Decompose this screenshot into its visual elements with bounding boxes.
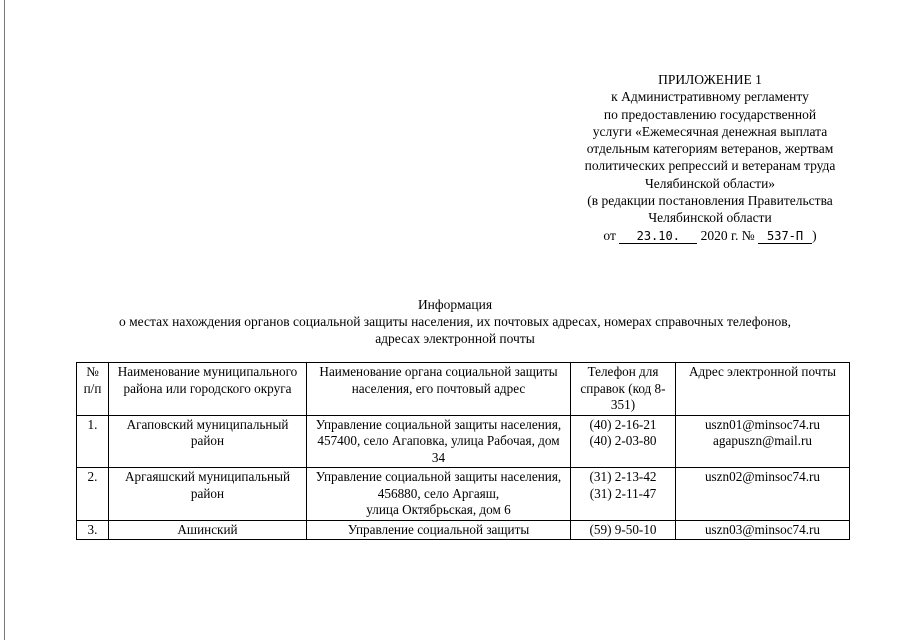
header-num-line: п/п — [83, 380, 102, 396]
from-label: от — [603, 227, 616, 243]
appendix-line: политических репрессий и ветеранам труда — [584, 158, 836, 174]
table-header-row — [77, 363, 850, 416]
phone-number: (40) 2-03-80 — [589, 433, 657, 448]
appendix-line: отдельным категориям ветеранов, жертвам — [586, 141, 834, 157]
email-address: uszn03@minsoc74.ru — [704, 521, 821, 537]
title-heading: Информация — [417, 297, 493, 312]
phone-number: (59) 9-50-10 — [589, 521, 657, 537]
appendix-line: услуги «Ежемесячная денежная выплата — [592, 123, 828, 139]
header-district: Наименование муниципального района или городского округа — [109, 363, 307, 416]
appendix-date-line — [540, 227, 880, 244]
email-address: uszn01@minsoc74.ru — [704, 416, 821, 432]
date-field: 23.10. — [619, 230, 697, 244]
organ-line: Управление социальной защиты — [347, 521, 530, 537]
appendix-line: Челябинской области — [648, 210, 772, 226]
row-organ — [307, 415, 571, 468]
scan-edge-line — [4, 0, 5, 640]
title-line-1: о местах нахождения органов социальной защиты населения, их почтовых адресах, номерах справочных телефонов, — [119, 314, 791, 329]
close-paren: ) — [812, 227, 817, 243]
organ-line: улица Октябрьская, дом 6 — [366, 502, 511, 517]
appendix-line: (в редакции постановления Правительства — [587, 193, 833, 209]
row-num: 1. — [77, 415, 109, 468]
info-table — [76, 362, 850, 540]
row-emails — [676, 520, 850, 540]
header-organ: Наименование органа социальной защиты населения, его почтовый адрес — [307, 363, 571, 416]
appendix-line: к Административному регламенту — [611, 89, 809, 105]
header-num — [77, 363, 109, 416]
appendix-title: ПРИЛОЖЕНИЕ 1 — [658, 72, 762, 87]
row-emails — [676, 415, 850, 468]
table-row — [77, 520, 850, 540]
header-phone: Телефон для справок (код 8-351) — [571, 363, 676, 416]
number-field: 537-П — [758, 230, 812, 244]
row-organ — [307, 468, 571, 521]
organ-line: 457400, село Агаповка, улица Рабочая, дом 34 — [317, 433, 560, 465]
organ-line: Управление социальной защиты населения, — [315, 416, 562, 432]
appendix-line: Челябинской области» — [644, 175, 776, 191]
email-address: agapuszn@mail.ru — [713, 433, 812, 448]
row-district: Аргаяшский муниципальный район — [109, 468, 307, 521]
organ-line: 456880, село Аргаяш, — [377, 485, 500, 501]
row-organ — [307, 520, 571, 540]
table-row — [77, 415, 850, 468]
phone-number: (31) 2-13-42 — [589, 469, 657, 484]
row-emails — [676, 468, 850, 521]
appendix-line: по предоставлению государственной — [603, 106, 817, 122]
title-line-2: адресах электронной почты — [375, 331, 535, 346]
row-phones — [571, 468, 676, 521]
row-district: Агаповский муниципальный район — [109, 415, 307, 468]
organ-line: Управление социальной защиты населения, — [315, 469, 562, 484]
phone-number: (31) 2-11-47 — [589, 485, 657, 501]
document-title — [60, 296, 850, 347]
row-num: 3. — [77, 520, 109, 540]
row-district: Ашинский — [109, 520, 307, 540]
appendix-block — [540, 71, 880, 244]
year-text: 2020 г. № — [700, 227, 755, 243]
row-num: 2. — [77, 468, 109, 521]
header-num-line: № — [86, 364, 99, 379]
email-address: uszn02@minsoc74.ru — [704, 469, 821, 484]
table-row — [77, 468, 850, 521]
phone-number: (40) 2-16-21 — [589, 416, 657, 432]
header-email: Адрес электронной почты — [676, 363, 850, 416]
row-phones — [571, 520, 676, 540]
row-phones — [571, 415, 676, 468]
